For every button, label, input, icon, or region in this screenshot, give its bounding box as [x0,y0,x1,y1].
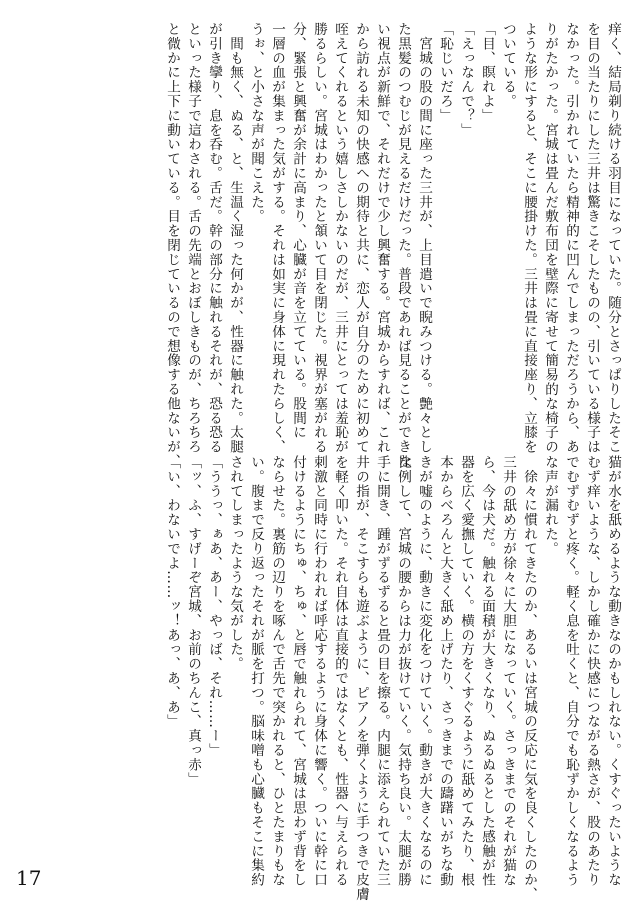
text-block-lower: 猫が水を舐めるような動きなのかもしれない。くすぐったいような むず痒いような、しかし確かに快感につながる熱さが、股のあたり でむずむずと疼く。軽く息を吐くと、自分でも恥ずかしくなるよう な声が漏れた。 徐々に慣れてきたのか、あるいは宮城の反応に気を良くしたのか、 三井の舐め方が徐々に大胆になっていく。さっきまでのそれが猫な ら、今は犬だ。触れる面積が大きくなり、ぬるぬるとした感触が性 器を広く愛撫していく。横の方をくすぐるように舐めてみたり、根 本からべろんと大きく舐め上げたり、さっきまでの躊躇いがちな動 きが嘘のように、動きに変化をつけていく。動きが大きくなるのに 比例して、宮城の腰からは力が抜けていく。気持ち良い。太腿が勝 手に開き、踵がずるずると畳の目を擦る。内腿に添えられていた三 井の指が、そこすらも遊ぶように、ピアノを弾くように手つきで皮膚 を軽く叩いた。それ自体は直接的ではなくとも、性器へ与えられる 刺激と同時に行われれば呼応するように身体に響く。ついに幹に口 付けるようにちゅ、ちゅ、と唇で触れられて、宮城は思わず背をし ならせた。裏筋の辺りを啄んで舌先で突かれると、ひとたまりもな い。腹まで反り返ったそれが脈を打つ。脳味噌も心臓もそこに集約 されてしまったような気がした。 「ううっ、ぁあ、あー、やっば、それ……ー」 「ッ、ふ、すげーぞ宮城、お前のちんこ、真っ赤」 「い、わないでよ……ッ！あっ、あ、あ」 [164,455,621,901]
text-block-upper: 痒く、結局剃り続ける羽目になっていた。随分とさっぱりしたそこ を目の当たりにした三井は驚きこそしたものの、引いている様子は なかった。引かれていたら精神的に凹んでしまっただろうから、あ りがたかった。宮城は畳んだ敷布団を壁際に寄せて簡易的な椅子の ような形にすると、そこに腰掛けた。三井は畳に直接座り、立膝を ついている。 「目、瞑れよ」 「えっなんで？」 「恥じいだろ」 宮城の股の間に座った三井が、上目遣いで睨みつける。艶々とし た黒髪のつむじが見えるだけだった。普段であれば見ることができな い視点が新鮮で、それだけで少し興奮する。宮城からすれば、これ から訪れる未知の快感への期待と共に、恋人が自分のために初めて 咥えてくれるという嬉しさしかないのだが、三井にとっては羞恥が 勝るらしい。宮城はわかったと頷いて目を閉じた。視界が塞がれる 分、緊張と興奮が余計に高まり、心臓が音を立てている。股間に 一層の血が集まった気がする。それは如実に身体に現れたらしく、 うぉ、と小さな声が聞こえた。 間も無く、ぬる、と、生温く湿った何かが、性器に触れた。太腿 が引き攣り、息を呑む。舌だ。幹の部分に触れるそれが、恐る恐る といった様子で這わされる。舌の先端とおぼしきものが、ちろちろ と微かに上下に動いている。目を閉じているので想像する他ないが、 [164,22,621,469]
page-number: 17 [16,866,42,890]
